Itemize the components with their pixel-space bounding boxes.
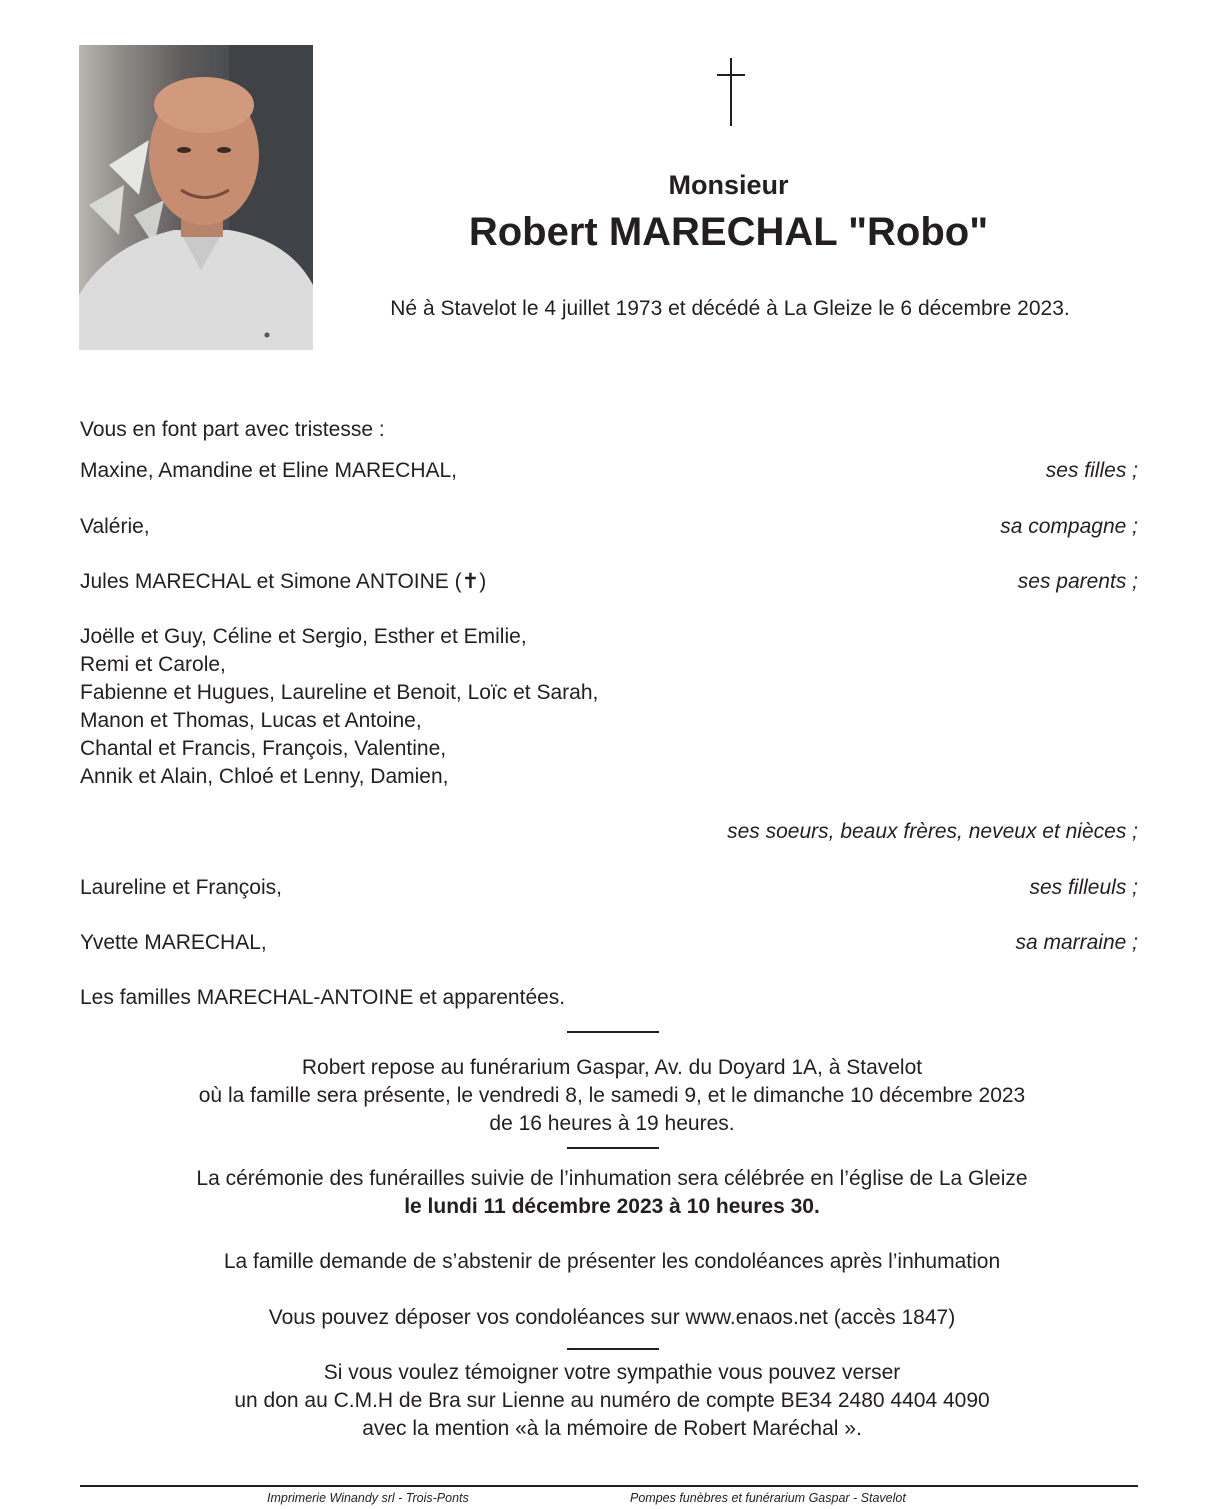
siblings-line: Manon et Thomas, Lucas et Antoine, (80, 709, 422, 732)
honorific: Monsieur (668, 170, 789, 200)
portrait-illustration (79, 45, 313, 350)
family-relation: ses parents ; (1017, 570, 1138, 593)
funerarium-block (80, 1054, 1144, 1138)
family-relation: sa compagne ; (1000, 515, 1138, 538)
siblings-line: Fabienne et Hugues, Laureline et Benoit, Loïc et Sarah, (80, 681, 599, 704)
family-names: Maxine, Amandine et Eline MARECHAL, (80, 459, 458, 482)
deceased-name: Robert MARECHAL "Robo" (468, 210, 989, 254)
family-row (80, 513, 1138, 541)
footer-funeral-home: Pompes funèbres et funérarium Gaspar - Stavelot (630, 1491, 906, 1505)
footer-rule (80, 1485, 1138, 1487)
footer-printer: Imprimerie Winandy srl - Trois-Ponts (267, 1491, 469, 1505)
ceremony-line: La cérémonie des funérailles suivie de l’inhumation sera célébrée en l’église de La Gleize (196, 1167, 1028, 1190)
donation-block (80, 1359, 1144, 1443)
condolences-note: La famille demande de s’abstenir de présenter les condoléances après l’inhumation (223, 1250, 1001, 1273)
online-condolences: Vous pouvez déposer vos condoléances sur www.enaos.net (accès 1847) (268, 1306, 956, 1329)
donation-line: Si vous voulez témoigner votre sympathie vous pouvez verser (323, 1361, 901, 1384)
family-names: Valérie, (80, 515, 150, 538)
funerarium-line: de 16 heures à 19 heures. (489, 1112, 735, 1135)
cross-icon (717, 58, 745, 126)
family-names: Yvette MARECHAL, (80, 931, 267, 954)
ceremony-block (80, 1165, 1144, 1221)
separator (567, 1147, 659, 1149)
birth-death-line: Né à Stavelot le 4 juillet 1973 et décédé à La Gleize le 6 décembre 2023. (390, 297, 1070, 320)
portrait-photo (79, 45, 313, 350)
funerarium-line: où la famille sera présente, le vendredi 8, le samedi 9, et le dimanche 10 décembre 2023 (198, 1084, 1026, 1107)
intro-line: Vous en font part avec tristesse : (80, 418, 385, 441)
family-relation: ses filles ; (1045, 459, 1138, 482)
siblings-line: Joëlle et Guy, Céline et Sergio, Esther et Emilie, (80, 625, 527, 648)
separator (567, 1031, 659, 1033)
family-row (80, 568, 1138, 596)
family-names: Jules MARECHAL et Simone ANTOINE (✝) (80, 570, 487, 593)
family-names: Laureline et François, (80, 876, 282, 899)
donation-line: un don au C.M.H de Bra sur Lienne au numéro de compte BE34 2480 4404 4090 (234, 1389, 990, 1412)
siblings-line: Annik et Alain, Chloé et Lenny, Damien, (80, 765, 449, 788)
siblings-line: Chantal et Francis, François, Valentine, (80, 737, 447, 760)
ceremony-date: le lundi 11 décembre 2023 à 10 heures 30. (404, 1195, 820, 1218)
families-line: Les familles MARECHAL-ANTOINE et apparentées. (80, 986, 566, 1009)
siblings-line: Remi et Carole, (80, 653, 226, 676)
siblings-list (80, 623, 598, 791)
family-row (80, 929, 1138, 957)
siblings-relation-row (80, 818, 1138, 846)
funerarium-line: Robert repose au funérarium Gaspar, Av. du Doyard 1A, à Stavelot (301, 1056, 923, 1079)
family-relation: ses filleuls ; (1029, 876, 1138, 899)
family-row (80, 457, 1138, 485)
family-relation: sa marraine ; (1015, 931, 1138, 954)
separator (567, 1348, 659, 1350)
donation-line: avec la mention «à la mémoire de Robert Maréchal ». (362, 1417, 862, 1440)
family-row (80, 874, 1138, 902)
siblings-relation: ses soeurs, beaux frères, neveux et nièces ; (727, 820, 1138, 843)
